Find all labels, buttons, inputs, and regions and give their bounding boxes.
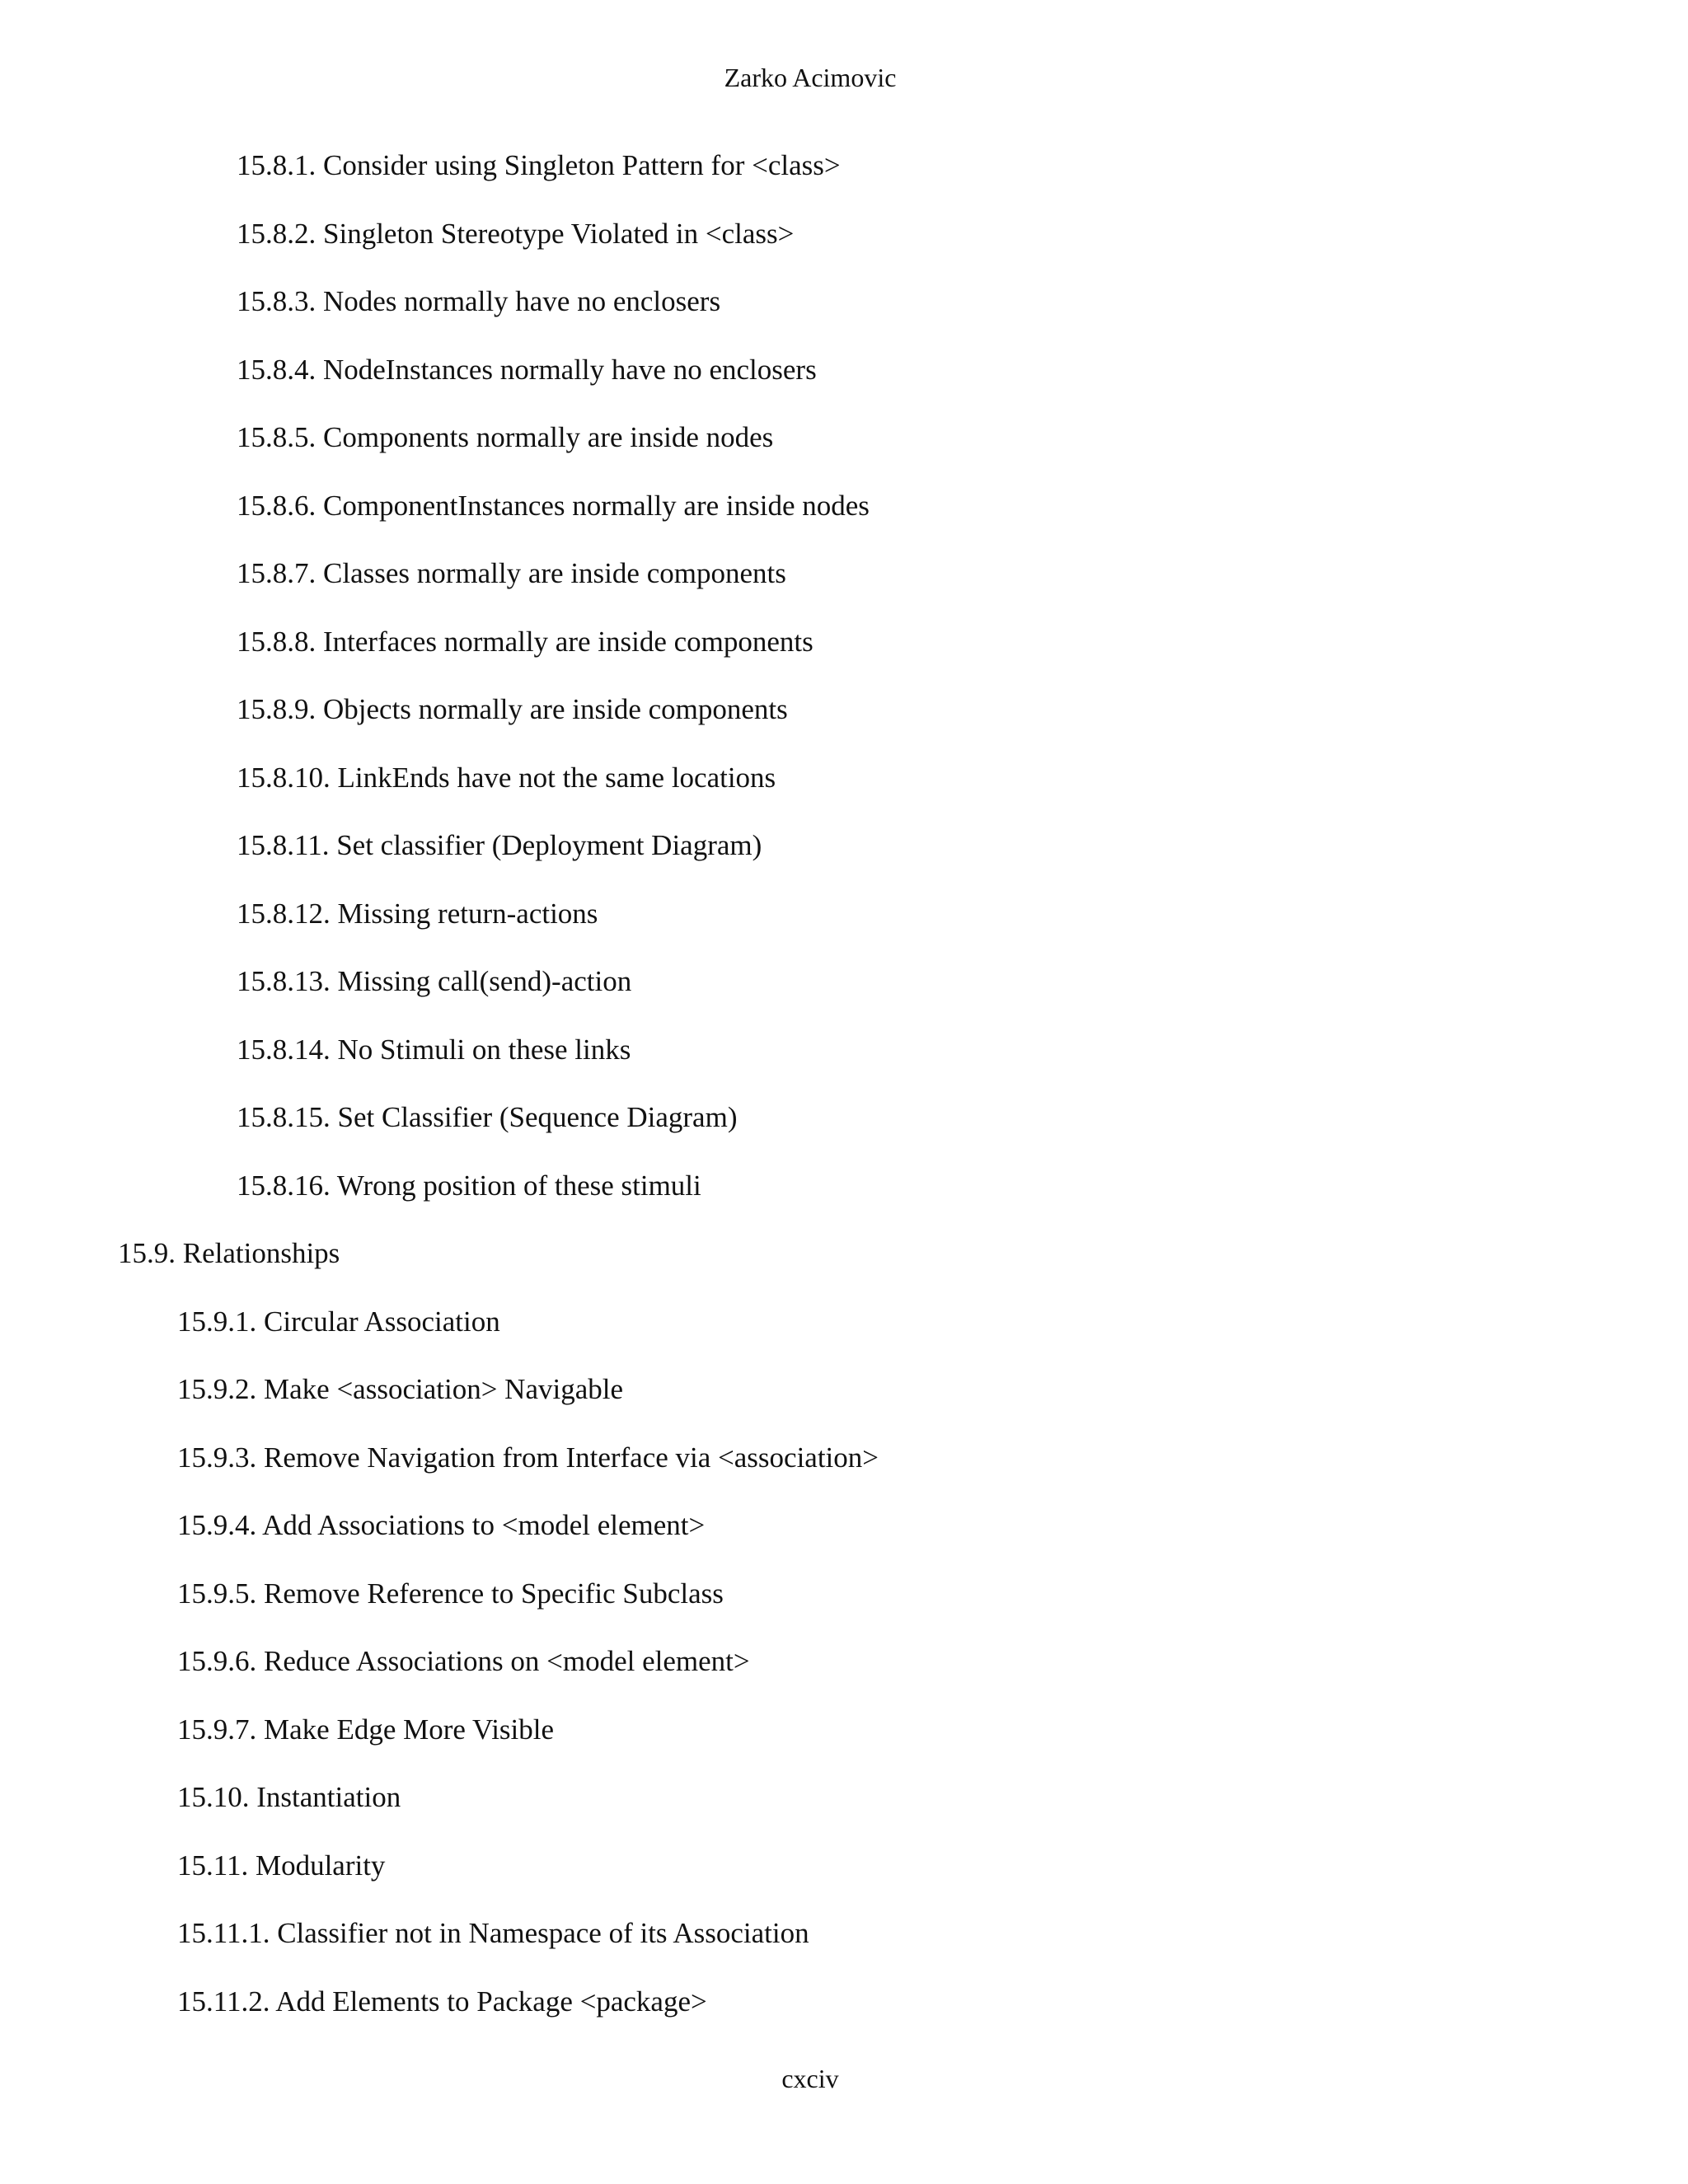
- table-of-contents: [0, 147, 1688, 2050]
- toc-entry: 15.9.7. Make Edge More Visible: [177, 1713, 555, 1746]
- toc-entry: 15.9.1. Circular Association: [177, 1305, 500, 1338]
- toc-entry: 15.8.12. Missing return-actions: [237, 897, 598, 930]
- toc-entry: 15.8.11. Set classifier (Deployment Diagram): [237, 829, 762, 861]
- toc-entry: 15.8.6. ComponentInstances normally are inside nodes: [237, 489, 870, 522]
- toc-entry: 15.8.9. Objects normally are inside components: [237, 693, 788, 725]
- toc-entry: 15.9.4. Add Associations to <model element>: [177, 1509, 706, 1541]
- toc-entry: 15.9.2. Make <association> Navigable: [177, 1373, 624, 1405]
- toc-entry: 15.8.7. Classes normally are inside components: [237, 557, 786, 589]
- toc-entry: 15.9.5. Remove Reference to Specific Subclass: [177, 1577, 724, 1610]
- toc-entry: 15.10. Instantiation: [177, 1781, 401, 1813]
- toc-entry: 15.11.2. Add Elements to Package <package>: [177, 1985, 707, 2018]
- toc-entry: 15.8.1. Consider using Singleton Pattern for <class>: [237, 149, 841, 181]
- toc-entry: 15.8.16. Wrong position of these stimuli: [237, 1169, 701, 1202]
- toc-entry: 15.8.2. Singleton Stereotype Violated in <class>: [237, 217, 795, 250]
- toc-entry: 15.8.14. No Stimuli on these links: [237, 1033, 631, 1066]
- toc-entry: 15.8.8. Interfaces normally are inside components: [237, 625, 814, 658]
- toc-entry: 15.8.4. NodeInstances normally have no enclosers: [237, 353, 817, 386]
- toc-entry: 15.8.15. Set Classifier (Sequence Diagram): [237, 1101, 738, 1133]
- toc-entry: 15.8.5. Components normally are inside nodes: [237, 421, 774, 453]
- toc-entry: 15.8.3. Nodes normally have no enclosers: [237, 285, 721, 317]
- toc-section-heading: 15.9. Relationships: [118, 1237, 340, 1269]
- toc-entry: 15.9.3. Remove Navigation from Interface via <association>: [177, 1441, 879, 1474]
- toc-entry: 15.11. Modularity: [177, 1849, 386, 1882]
- page-number: cxciv: [781, 2064, 839, 2093]
- page-header-author: Zarko Acimovic: [724, 63, 897, 92]
- toc-entry: 15.8.13. Missing call(send)-action: [237, 965, 632, 997]
- toc-entry: 15.9.6. Reduce Associations on <model element>: [177, 1645, 750, 1677]
- toc-entry: 15.8.10. LinkEnds have not the same locations: [237, 761, 776, 794]
- toc-entry: 15.11.1. Classifier not in Namespace of its Association: [177, 1917, 809, 1949]
